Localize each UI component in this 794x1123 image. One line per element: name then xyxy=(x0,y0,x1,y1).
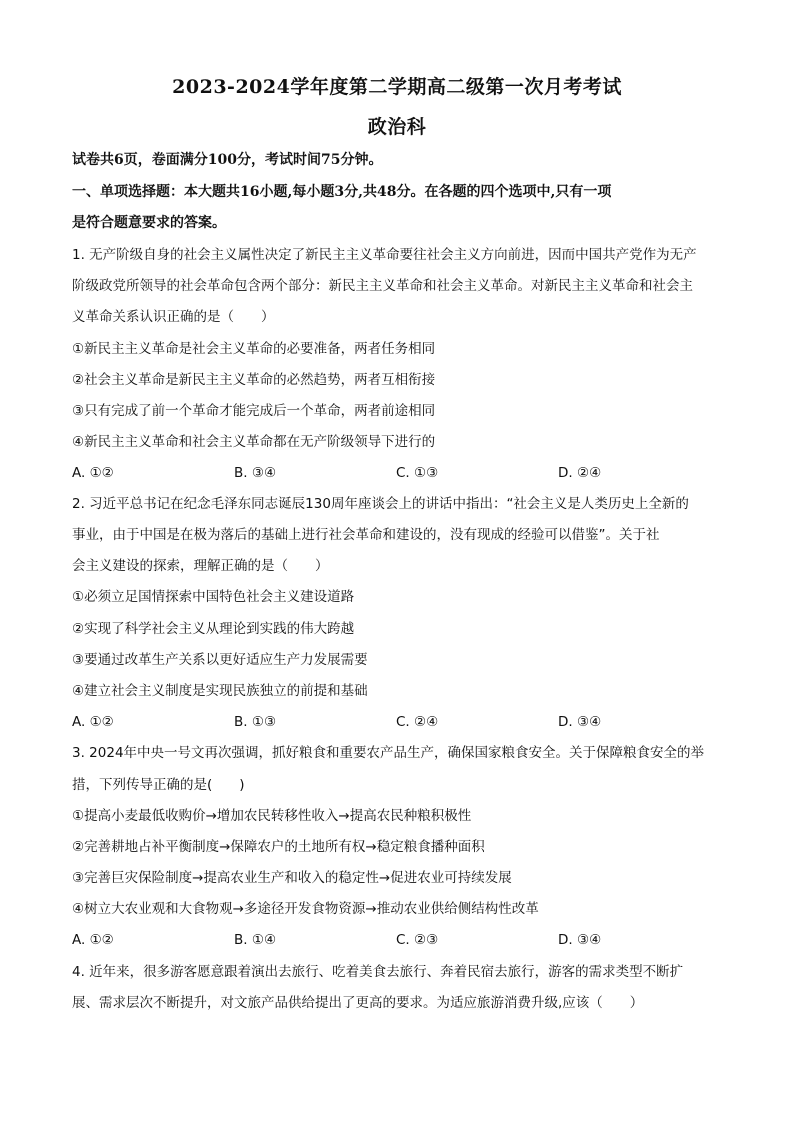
subject-title: 政治科 xyxy=(367,116,427,138)
question-4-line-2: 展、需求层次不断提升，对文旅产品供给提出了更高的要求。为适应旅游消费升级,应该（ ） xyxy=(72,995,644,1011)
question-2-statement-3: ③要通过改革生产关系以更好适应生产力发展需要 xyxy=(72,652,368,668)
question-2-line-3: 会主义建设的探索，理解正确的是（ ） xyxy=(72,558,329,574)
question-2-option-d: D. ③④ xyxy=(558,714,602,730)
question-3-statement-1: ①提高小麦最低收购价→增加农民转移性收入→提高农民种粮积极性 xyxy=(72,808,472,824)
question-2-statement-2: ②实现了科学社会主义从理论到实践的伟大跨越 xyxy=(72,621,355,637)
question-3-statement-2: ②完善耕地占补平衡制度→保障农户的土地所有权→稳定粮食播种面积 xyxy=(72,839,485,855)
question-3-line-1: 3. 2024年中央一号文再次强调，抓好粮食和重要农产品生产，确保国家粮食安全。关于保障粮食安全的举 xyxy=(72,745,705,761)
question-1-statement-1: ①新民主主义革命是社会主义革命的必要准备，两者任务相同 xyxy=(72,341,436,357)
question-2-options xyxy=(72,712,724,732)
question-1-options xyxy=(72,463,724,483)
question-3-statement-4: ④树立大农业观和大食物观→多途径开发食物资源→推动农业供给侧结构性改革 xyxy=(72,901,539,917)
question-3-options xyxy=(72,930,724,950)
section-heading-cont: 是符合题意要求的答案。 xyxy=(72,215,226,231)
question-3-option-b: B. ①④ xyxy=(234,932,277,948)
question-1-option-c: C. ①③ xyxy=(396,465,439,481)
question-3-statement-3: ③完善巨灾保险制度→提高农业生产和收入的稳定性→促进农业可持续发展 xyxy=(72,870,512,886)
question-2-option-c: C. ②④ xyxy=(396,714,439,730)
exam-title: 2023-2024学年度第二学期高二级第一次月考考试 xyxy=(172,76,622,98)
question-1-option-a: A. ①② xyxy=(72,465,114,481)
section-heading: 一、单项选择题：本大题共16小题,每小题3分,共48分。在各题的四个选项中,只有一项 xyxy=(72,184,612,200)
question-3-option-c: C. ②③ xyxy=(396,932,439,948)
exam-info: 试卷共6页，卷面满分100分，考试时间75分钟。 xyxy=(72,152,383,168)
question-2-option-a: A. ①② xyxy=(72,714,114,730)
question-1-line-3: 义革命关系认识正确的是（ ） xyxy=(72,309,275,325)
question-2-line-1: 2. 习近平总书记在纪念毛泽东同志诞辰130周年座谈会上的讲话中指出：“社会主义是人类历史上全新的 xyxy=(72,496,689,512)
question-3-option-a: A. ①② xyxy=(72,932,114,948)
question-1-statement-2: ②社会主义革命是新民主主义革命的必然趋势，两者互相衔接 xyxy=(72,372,436,388)
question-3-option-d: D. ③④ xyxy=(558,932,602,948)
question-1-statement-4: ④新民主主义革命和社会主义革命都在无产阶级领导下进行的 xyxy=(72,434,436,450)
question-2-option-b: B. ①③ xyxy=(234,714,277,730)
question-1-line-2: 阶级政党所领导的社会革命包含两个部分：新民主主义革命和社会主义革命。对新民主主义革命和社会主 xyxy=(72,278,693,294)
question-4-line-1: 4. 近年来，很多游客愿意跟着演出去旅行、吃着美食去旅行、奔着民宿去旅行，游客的需求类型不断扩 xyxy=(72,964,684,980)
question-3-line-2: 措，下列传导正确的是( ) xyxy=(72,777,245,793)
question-2-statement-1: ①必须立足国情探索中国特色社会主义建设道路 xyxy=(72,589,355,605)
question-2-line-2: 事业，由于中国是在极为落后的基础上进行社会革命和建设的，没有现成的经验可以借鉴”。关于社 xyxy=(72,527,660,543)
question-1-statement-3: ③只有完成了前一个革命才能完成后一个革命，两者前途相同 xyxy=(72,403,436,419)
question-2-statement-4: ④建立社会主义制度是实现民族独立的前提和基础 xyxy=(72,683,368,699)
question-1-line-1: 1. 无产阶级自身的社会主义属性决定了新民主主义革命要往社会主义方向前进，因而中国共产党作为无产 xyxy=(72,247,697,263)
question-1-option-d: D. ②④ xyxy=(558,465,602,481)
question-1-option-b: B. ③④ xyxy=(234,465,277,481)
